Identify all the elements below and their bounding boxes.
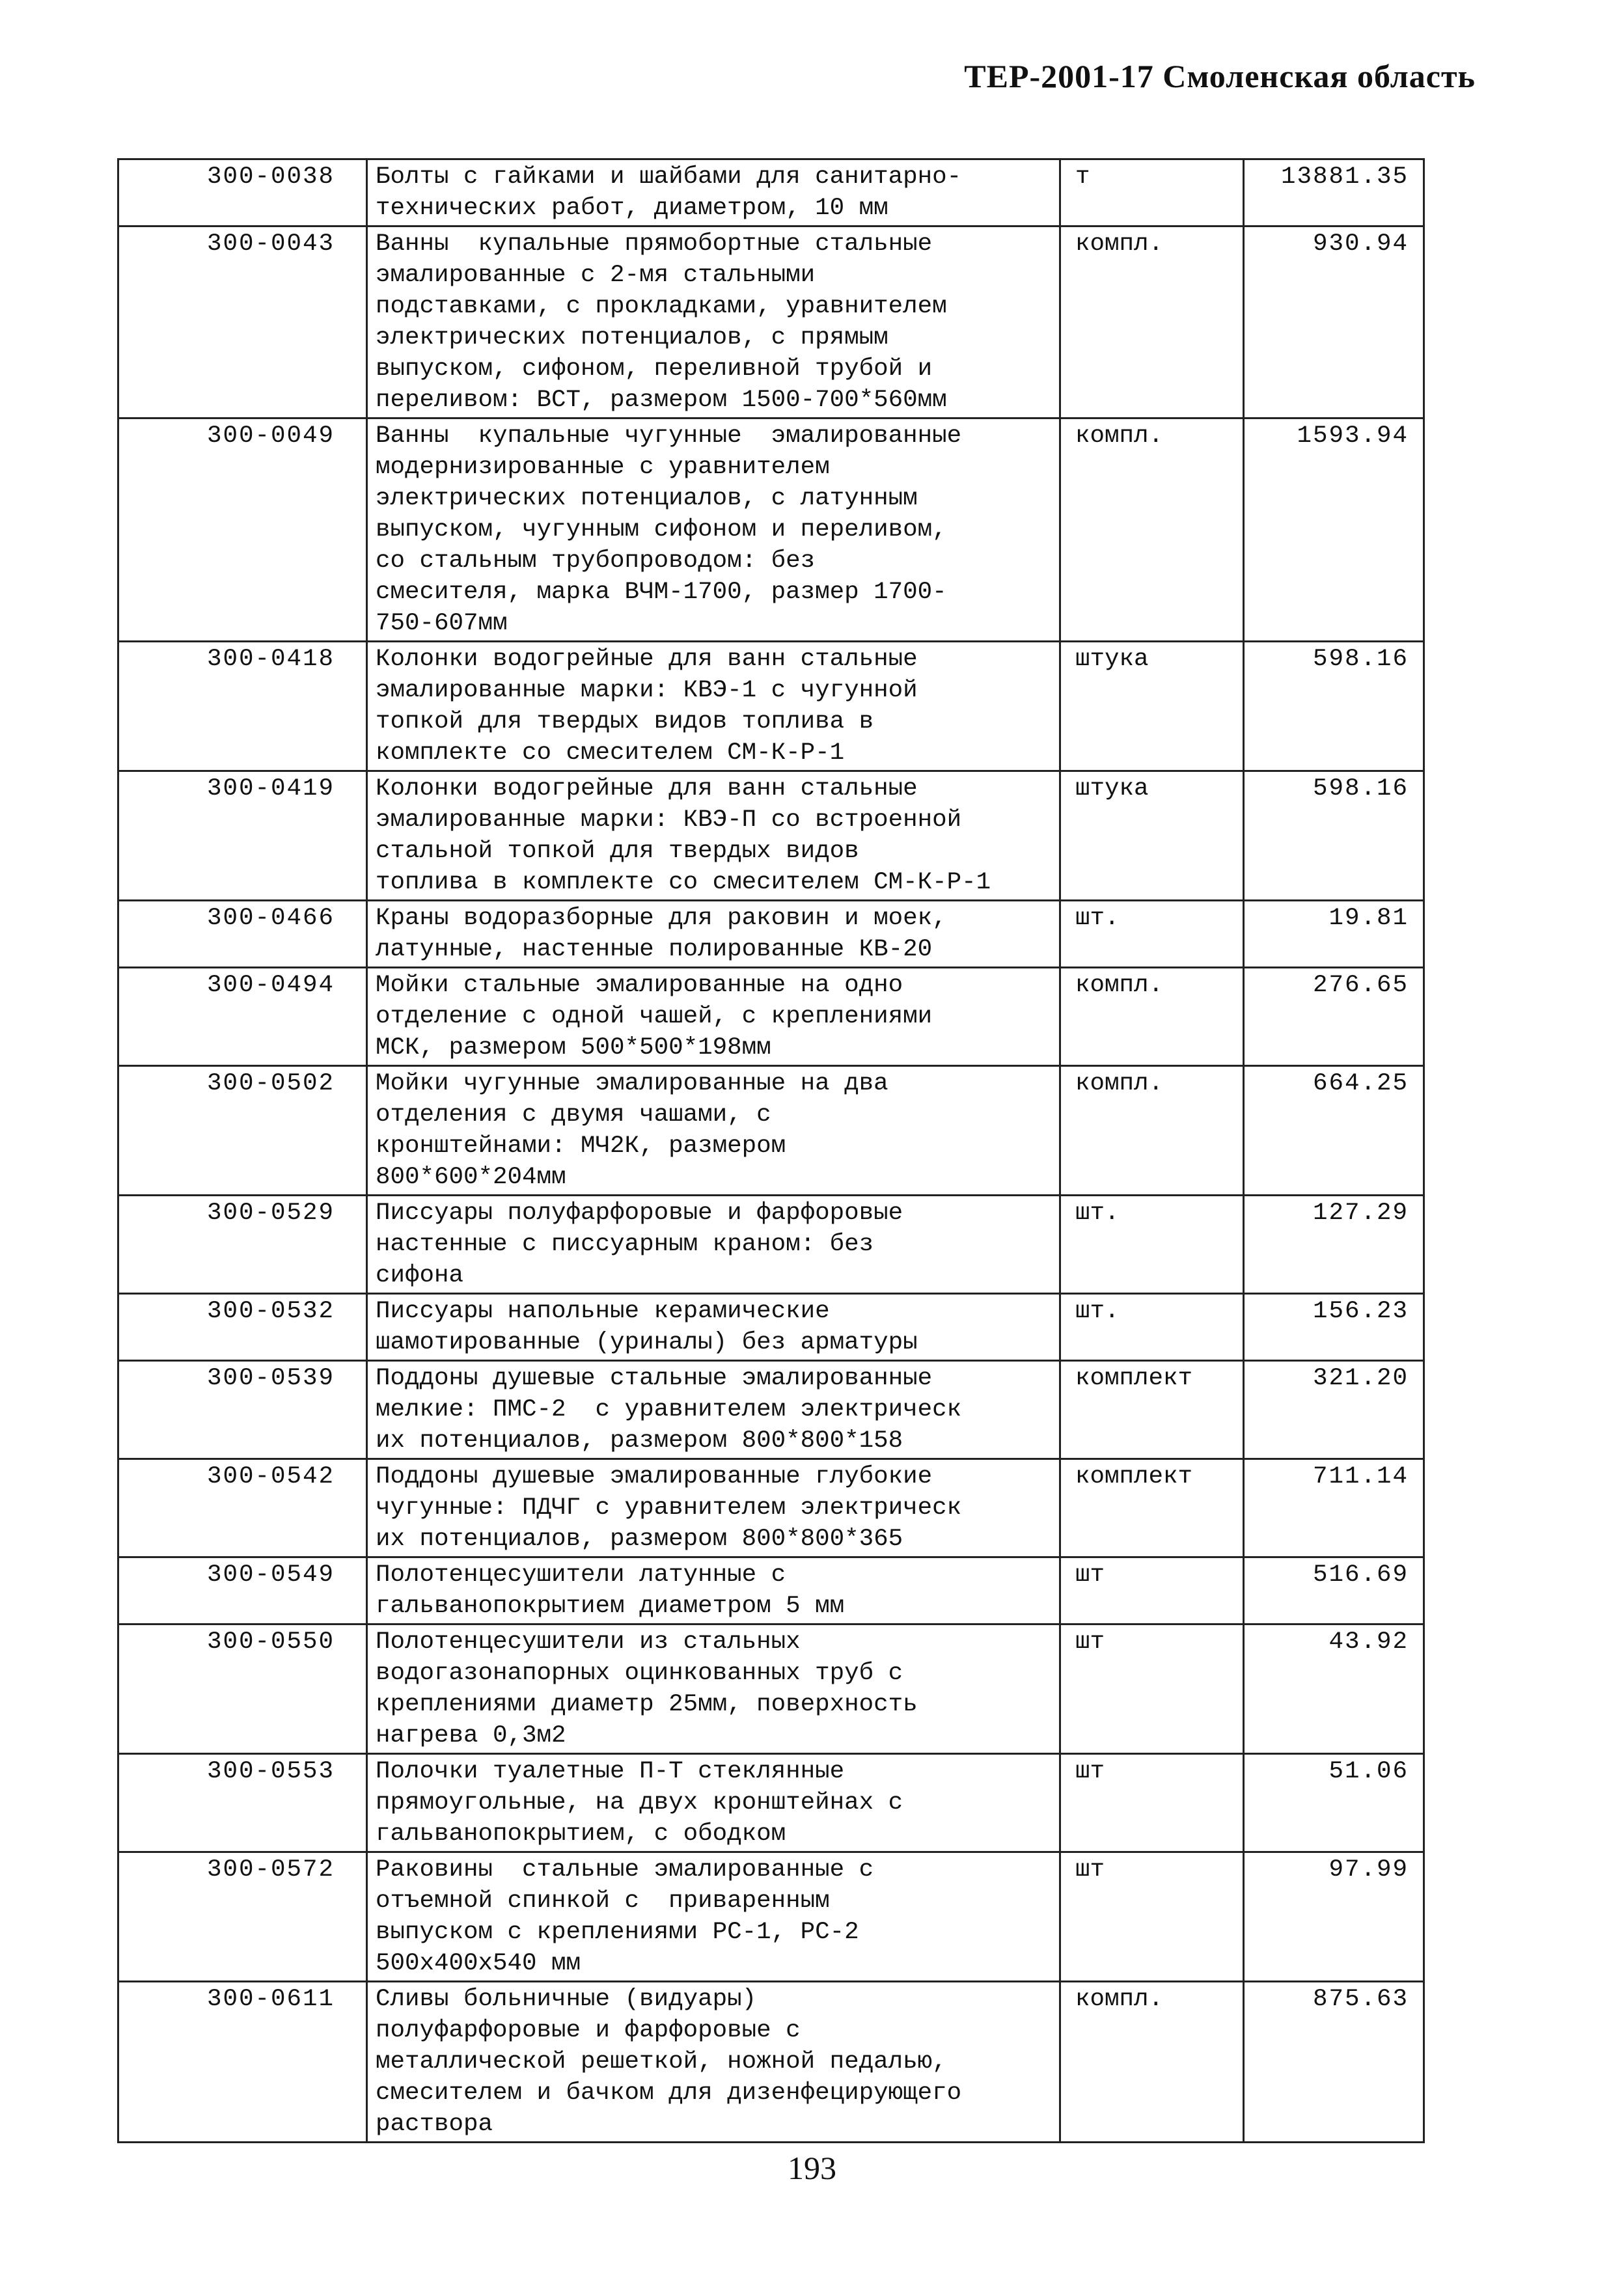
price-cell: 13881.35 [1244, 159, 1424, 226]
description-line: сифона [376, 1262, 464, 1289]
unit-cell: шт. [1060, 1294, 1244, 1361]
description-line: эмалированные с 2-мя стальными [376, 262, 816, 289]
material-description-cell [367, 901, 1060, 968]
table-row [118, 1624, 1424, 1754]
material-description-cell [367, 1361, 1060, 1459]
table-row [118, 1459, 1424, 1557]
table-row [118, 1294, 1424, 1361]
description-line: Писсуары напольные керамические [376, 1298, 830, 1325]
table-row [118, 1982, 1424, 2143]
material-code-cell: 300-0494 [118, 968, 367, 1066]
material-description-cell [367, 159, 1060, 226]
description-line: выпуском, чугунным сифоном и переливом, [376, 516, 947, 543]
material-description-cell [367, 1982, 1060, 2143]
description-line: мелкие: ПМС-2 с уравнителем электрическ [376, 1396, 962, 1423]
description-line: Мойки чугунные эмалированные на два [376, 1070, 888, 1097]
material-description-cell [367, 771, 1060, 901]
page-number: 193 [788, 2150, 836, 2186]
description-line: электрических потенциалов, с прямым [376, 324, 888, 351]
description-line: раствора [376, 2111, 493, 2138]
unit-cell: шт. [1060, 901, 1244, 968]
description-line: гальванопокрытием, с ободком [376, 1820, 786, 1848]
table-row [118, 1754, 1424, 1852]
price-cell: 127.29 [1244, 1196, 1424, 1294]
unit-cell: т [1060, 159, 1244, 226]
description-line: со стальным трубопроводом: без [376, 547, 816, 575]
description-line: Болты с гайками и шайбами для санитарно- [376, 163, 962, 191]
description-line: настенные с писсуарным краном: без [376, 1231, 874, 1258]
unit-cell: шт. [1060, 1196, 1244, 1294]
price-cell: 711.14 [1244, 1459, 1424, 1557]
price-cell: 598.16 [1244, 771, 1424, 901]
unit-cell: шт [1060, 1624, 1244, 1754]
description-line: 800*600*204мм [376, 1164, 566, 1191]
description-line: эмалированные марки: КВЭ-П со встроенной [376, 806, 962, 834]
price-cell: 276.65 [1244, 968, 1424, 1066]
price-table-body [118, 159, 1424, 2143]
table-row [118, 226, 1424, 418]
price-cell: 51.06 [1244, 1754, 1424, 1852]
description-line: отделения с двумя чашами, с [376, 1101, 771, 1129]
material-description-cell [367, 1196, 1060, 1294]
material-description-cell [367, 1754, 1060, 1852]
unit-cell: шт [1060, 1852, 1244, 1982]
material-code-cell: 300-0466 [118, 901, 367, 968]
price-cell: 930.94 [1244, 226, 1424, 418]
unit-cell: комплект [1060, 1459, 1244, 1557]
unit-cell: компл. [1060, 1982, 1244, 2143]
description-line: их потенциалов, размером 800*800*158 [376, 1427, 903, 1455]
material-code-cell: 300-0572 [118, 1852, 367, 1982]
description-line: Ванны купальные чугунные эмалированные [376, 422, 962, 450]
description-line: Колонки водогрейные для ванн стальные [376, 646, 918, 673]
material-code-cell: 300-0049 [118, 418, 367, 642]
description-line: МСК, размером 500*500*198мм [376, 1034, 771, 1062]
unit-cell: штука [1060, 642, 1244, 771]
price-cell: 43.92 [1244, 1624, 1424, 1754]
material-description-cell [367, 968, 1060, 1066]
description-line: Мойки стальные эмалированные на одно [376, 972, 903, 999]
material-code-cell: 300-0038 [118, 159, 367, 226]
description-line: топлива в комплекте со смесителем СМ-К-Р-1 [376, 869, 991, 896]
material-description-cell [367, 226, 1060, 418]
material-code-cell: 300-0418 [118, 642, 367, 771]
table-row [118, 1361, 1424, 1459]
material-code-cell: 300-0553 [118, 1754, 367, 1852]
page-header-title: ТЕР-2001-17 Смоленская область [964, 58, 1476, 94]
table-row [118, 1557, 1424, 1624]
table-row [118, 1196, 1424, 1294]
description-line: гальванопокрытием диаметром 5 мм [376, 1593, 845, 1620]
description-line: Полотенцесушители латунные с [376, 1561, 786, 1589]
price-table [117, 158, 1425, 2143]
table-row [118, 159, 1424, 226]
description-line: нагрева 0,3м2 [376, 1722, 566, 1749]
table-row [118, 642, 1424, 771]
material-code-cell: 300-0502 [118, 1066, 367, 1196]
table-row [118, 1852, 1424, 1982]
description-line: стальной топкой для твердых видов [376, 838, 859, 865]
description-line: Ванны купальные прямобортные стальные [376, 230, 933, 258]
material-description-cell [367, 1294, 1060, 1361]
description-line: электрических потенциалов, с латунным [376, 485, 918, 512]
description-line: отъемной спинкой с приваренным [376, 1887, 830, 1915]
description-line: кронштейнами: МЧ2К, размером [376, 1132, 786, 1160]
description-line: переливом: ВСТ, размером 1500-700*560мм [376, 387, 947, 414]
material-description-cell [367, 1557, 1060, 1624]
description-line: полуфарфоровые и фарфоровые с [376, 2017, 801, 2044]
unit-cell: штука [1060, 771, 1244, 901]
price-cell: 97.99 [1244, 1852, 1424, 1982]
material-code-cell: 300-0419 [118, 771, 367, 901]
description-line: Поддоны душевые эмалированные глубокие [376, 1463, 933, 1490]
unit-cell: компл. [1060, 968, 1244, 1066]
description-line: Раковины стальные эмалированные с [376, 1856, 874, 1884]
price-cell: 19.81 [1244, 901, 1424, 968]
description-line: топкой для твердых видов топлива в [376, 708, 874, 735]
description-line: технических работ, диаметром, 10 мм [376, 195, 888, 222]
description-line: 750-607мм [376, 610, 508, 637]
material-code-cell: 300-0529 [118, 1196, 367, 1294]
price-cell: 156.23 [1244, 1294, 1424, 1361]
material-description-cell [367, 1066, 1060, 1196]
material-description-cell [367, 418, 1060, 642]
description-line: выпуском, сифоном, переливной трубой и [376, 355, 933, 383]
description-line: Сливы больничные (видуары) [376, 1986, 757, 2013]
description-line: подставками, с прокладками, уравнителем [376, 293, 947, 320]
description-line: креплениями диаметр 25мм, поверхность [376, 1691, 918, 1718]
table-row [118, 1066, 1424, 1196]
description-line: эмалированные марки: КВЭ-1 с чугунной [376, 677, 918, 704]
description-line: чугунные: ПДЧГ с уравнителем электрическ [376, 1494, 962, 1522]
material-code-cell: 300-0542 [118, 1459, 367, 1557]
material-code-cell: 300-0532 [118, 1294, 367, 1361]
description-line: выпуском с креплениями РС-1, РС-2 [376, 1919, 859, 1946]
unit-cell: шт [1060, 1557, 1244, 1624]
description-line: смесителя, марка ВЧМ-1700, размер 1700- [376, 579, 947, 606]
table-row [118, 968, 1424, 1066]
unit-cell: компл. [1060, 418, 1244, 642]
material-code-cell: 300-0550 [118, 1624, 367, 1754]
description-line: Полочки туалетные П-Т стеклянные [376, 1758, 845, 1785]
table-row [118, 418, 1424, 642]
description-line: шамотированные (уриналы) без арматуры [376, 1329, 918, 1356]
description-line: комплекте со смесителем СМ-К-Р-1 [376, 739, 845, 767]
description-line: 500х400х540 мм [376, 1950, 581, 1977]
table-row [118, 771, 1424, 901]
price-cell: 1593.94 [1244, 418, 1424, 642]
description-line: Колонки водогрейные для ванн стальные [376, 775, 918, 802]
price-cell: 321.20 [1244, 1361, 1424, 1459]
unit-cell: компл. [1060, 1066, 1244, 1196]
material-description-cell [367, 1459, 1060, 1557]
price-table-container [117, 158, 1423, 2143]
table-row [118, 901, 1424, 968]
unit-cell: комплект [1060, 1361, 1244, 1459]
description-line: отделение с одной чашей, с креплениями [376, 1003, 933, 1030]
material-code-cell: 300-0611 [118, 1982, 367, 2143]
description-line: прямоугольные, на двух кронштейнах с [376, 1789, 903, 1816]
material-code-cell: 300-0043 [118, 226, 367, 418]
price-cell: 664.25 [1244, 1066, 1424, 1196]
description-line: Поддоны душевые стальные эмалированные [376, 1365, 933, 1392]
price-cell: 875.63 [1244, 1982, 1424, 2143]
description-line: латунные, настенные полированные КВ-20 [376, 936, 933, 963]
material-description-cell [367, 1624, 1060, 1754]
description-line: модернизированные с уравнителем [376, 454, 830, 481]
price-cell: 516.69 [1244, 1557, 1424, 1624]
description-line: смесителем и бачком для дизенфецирующего [376, 2079, 962, 2107]
material-code-cell: 300-0539 [118, 1361, 367, 1459]
price-cell: 598.16 [1244, 642, 1424, 771]
material-description-cell [367, 1852, 1060, 1982]
description-line: их потенциалов, размером 800*800*365 [376, 1526, 903, 1553]
material-code-cell: 300-0549 [118, 1557, 367, 1624]
description-line: Полотенцесушители из стальных [376, 1628, 801, 1656]
unit-cell: компл. [1060, 226, 1244, 418]
material-description-cell [367, 642, 1060, 771]
description-line: водогазонапорных оцинкованных труб с [376, 1660, 903, 1687]
description-line: Краны водоразборные для раковин и моек, [376, 905, 947, 932]
unit-cell: шт [1060, 1754, 1244, 1852]
description-line: металлической решеткой, ножной педалью, [376, 2048, 947, 2076]
description-line: Писсуары полуфарфоровые и фарфоровые [376, 1199, 903, 1227]
